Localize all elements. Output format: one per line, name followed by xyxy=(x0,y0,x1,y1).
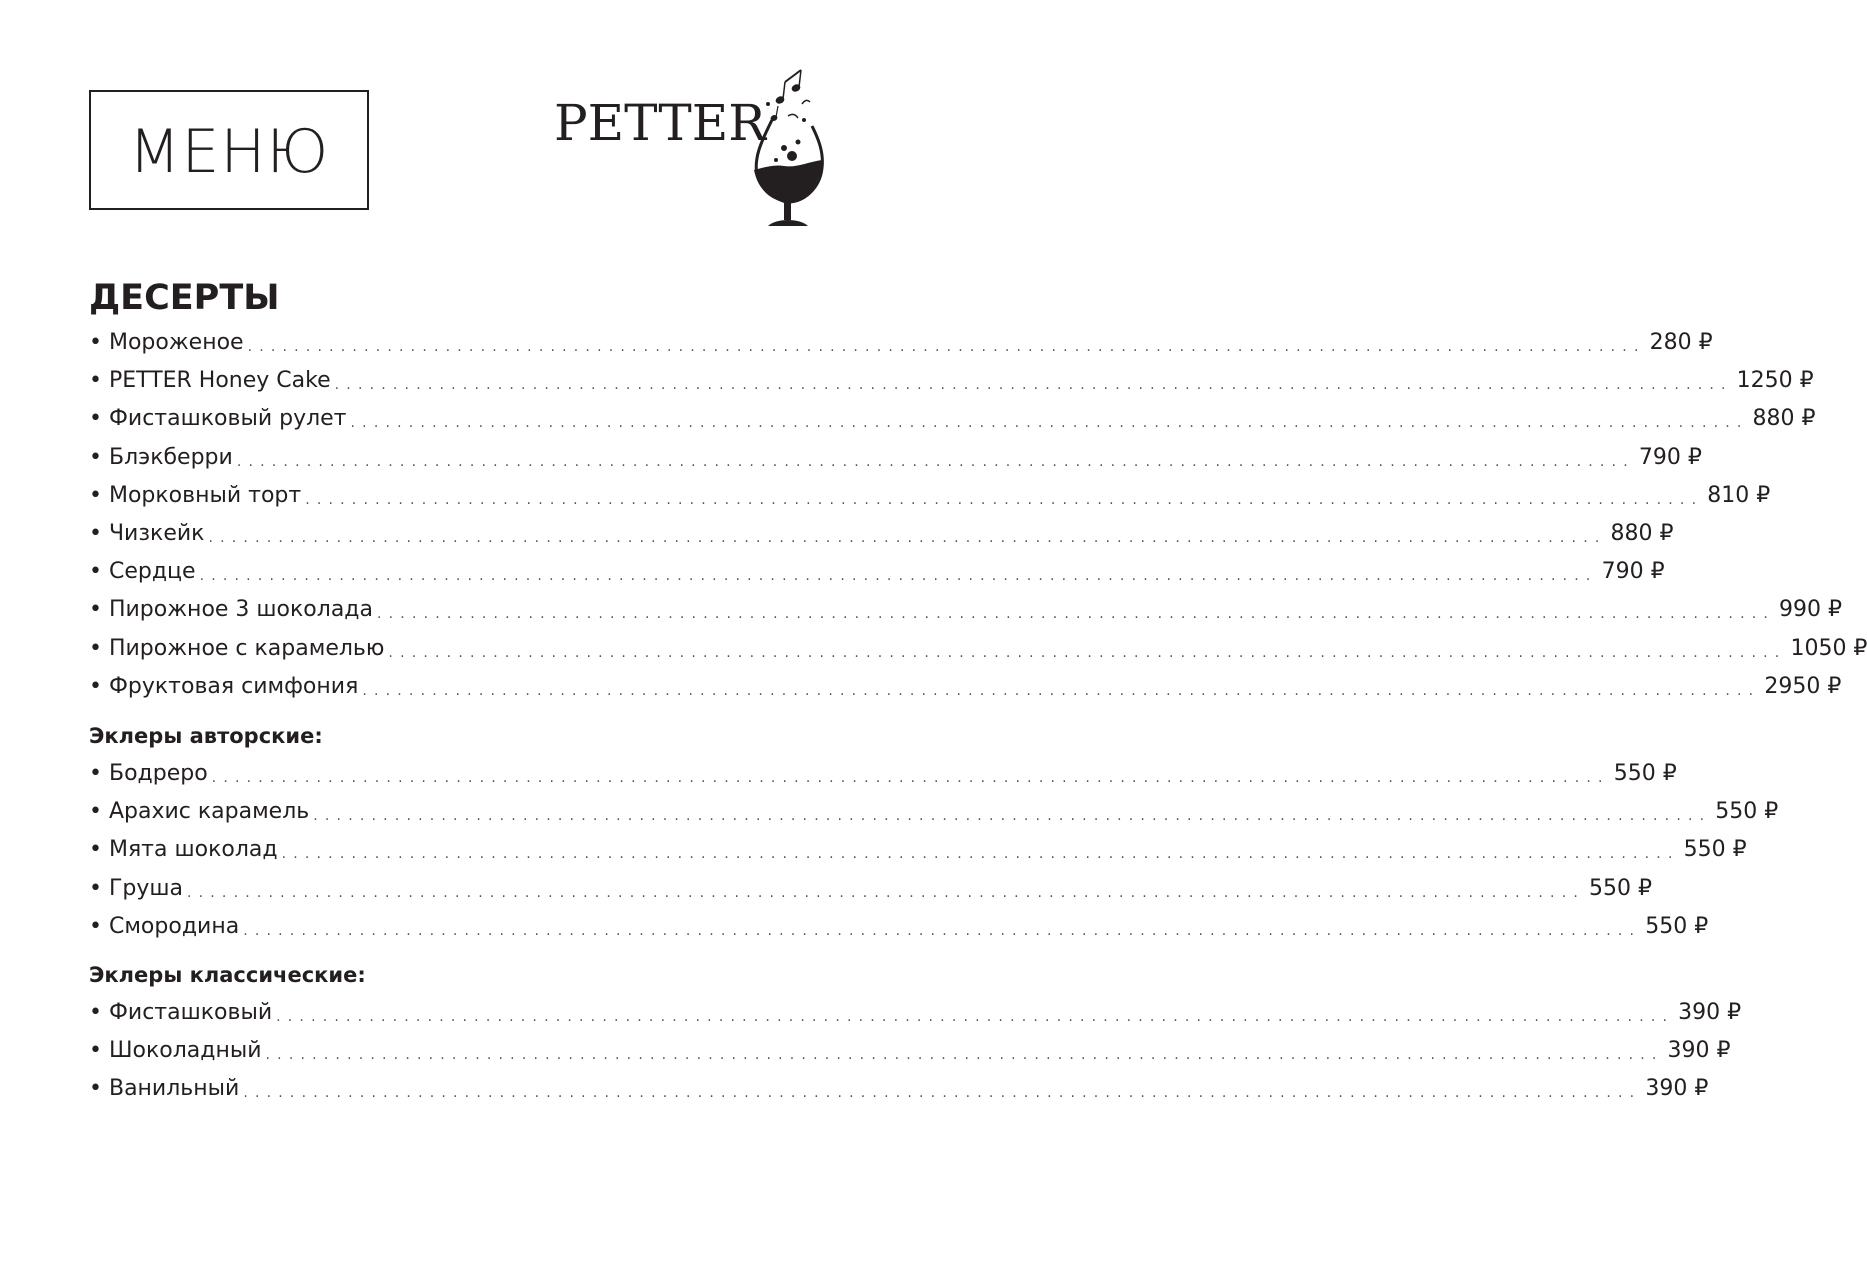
menu-item-price: 880 ₽ xyxy=(1610,521,1674,547)
menu-item xyxy=(89,439,1702,477)
menu-item-name: • Сердце xyxy=(89,559,196,585)
menu-item xyxy=(89,400,1816,438)
menu-item-name: • Груша xyxy=(89,875,183,901)
menu-item-name: • Бодреро xyxy=(89,761,208,787)
menu-item-name: • Фруктовая симфония xyxy=(89,673,359,699)
menu-item-price: 880 ₽ xyxy=(1752,406,1816,432)
menu-item-price: 550 ₽ xyxy=(1645,913,1709,939)
menu-item-price: 390 ₽ xyxy=(1678,1000,1742,1026)
menu-item-name: • Пирожное с карамелью xyxy=(89,635,385,661)
menu-item-price: 550 ₽ xyxy=(1589,875,1652,901)
menu-title: МЕНЮ xyxy=(128,117,330,187)
dot-leader: ........................................................................................................................ xyxy=(388,644,1787,661)
menu-item-name: • Арахис карамель xyxy=(89,799,310,825)
dot-leader: ........................................................................................................................ xyxy=(208,530,1607,547)
dot-leader: ........................................................................................................................ xyxy=(186,884,1586,901)
menu-item-name: • Фисташковый рулет xyxy=(89,406,347,432)
menu-item xyxy=(89,515,1674,553)
eclairs-classic-title: Эклеры классические: xyxy=(89,963,366,987)
menu-item-name: • Мороженое xyxy=(89,330,244,356)
desserts-list xyxy=(89,324,1867,706)
menu-item xyxy=(89,755,1677,793)
menu-item-price: 990 ₽ xyxy=(1779,597,1843,623)
menu-item-price: 1050 ₽ xyxy=(1790,635,1867,661)
menu-item-name: • Блэкберри xyxy=(89,444,233,470)
menu-item-price: 550 ₽ xyxy=(1683,837,1747,863)
dot-leader: ........................................................................................................................ xyxy=(276,1009,1675,1026)
menu-item-price: 550 ₽ xyxy=(1613,761,1677,787)
menu-item xyxy=(89,591,1843,629)
dot-leader: ........................................................................................................................ xyxy=(243,922,1642,939)
menu-item xyxy=(89,362,1814,400)
menu-item xyxy=(89,1032,1731,1070)
menu-item-name: • PETTER Honey Cake xyxy=(89,368,331,394)
menu-item-price: 390 ₽ xyxy=(1645,1076,1709,1102)
menu-item-price: 790 ₽ xyxy=(1638,444,1702,470)
menu-item xyxy=(89,668,1842,706)
dot-leader: ........................................................................................................................ xyxy=(265,1047,1664,1064)
menu-item xyxy=(89,908,1709,946)
menu-item-price: 1250 ₽ xyxy=(1736,368,1814,394)
petter-logo xyxy=(552,60,832,232)
menu-item-price: 810 ₽ xyxy=(1707,482,1771,508)
dot-leader: ........................................................................................................................ xyxy=(199,568,1598,585)
menu-item-price: 280 ₽ xyxy=(1649,330,1713,356)
logo-text: PETTER xyxy=(554,94,766,152)
dot-leader: ........................................................................................................................ xyxy=(305,491,1704,508)
menu-item xyxy=(89,324,1713,362)
menu-item-name: • Морковный торт xyxy=(89,482,302,508)
menu-title-box xyxy=(89,90,369,210)
dot-leader: ........................................................................................................................ xyxy=(362,682,1761,699)
dot-leader: ........................................................................................................................ xyxy=(211,770,1610,787)
menu-item-price: 550 ₽ xyxy=(1715,799,1779,825)
dot-leader: ........................................................................................................................ xyxy=(236,453,1635,470)
menu-item-name: • Фисташковый xyxy=(89,1000,273,1026)
eclairs-author-title: Эклеры авторские: xyxy=(89,724,323,748)
dot-leader: ........................................................................................................................ xyxy=(334,377,1733,394)
menu-item xyxy=(89,831,1747,869)
menu-item xyxy=(89,870,1652,908)
menu-item xyxy=(89,477,1771,515)
dot-leader: ........................................................................................................................ xyxy=(350,415,1749,432)
menu-item xyxy=(89,630,1867,668)
menu-item-name: • Пирожное 3 шоколада xyxy=(89,597,373,623)
menu-item-name: • Ванильный xyxy=(89,1076,240,1102)
menu-item-price: 2950 ₽ xyxy=(1764,673,1842,699)
menu-item-name: • Чизкейк xyxy=(89,521,205,547)
dot-leader: ........................................................................................................................ xyxy=(377,606,1776,623)
eclairs-classic-list xyxy=(89,994,1742,1109)
dot-leader: ........................................................................................................................ xyxy=(313,808,1712,825)
dot-leader: ........................................................................................................................ xyxy=(243,1085,1642,1102)
dot-leader: ........................................................................................................................ xyxy=(247,339,1646,356)
menu-item-name: • Шоколадный xyxy=(89,1038,262,1064)
desserts-section-title: ДЕСЕРТЫ xyxy=(89,278,280,318)
menu-item-name: • Смородина xyxy=(89,913,240,939)
menu-item xyxy=(89,553,1665,591)
menu-item xyxy=(89,1070,1709,1108)
menu-item-price: 790 ₽ xyxy=(1601,559,1665,585)
menu-item xyxy=(89,793,1779,831)
menu-item-name: • Мята шоколад xyxy=(89,837,278,863)
menu-item xyxy=(89,994,1742,1032)
wine-glass-icon xyxy=(732,60,832,232)
menu-item-price: 390 ₽ xyxy=(1667,1038,1731,1064)
dot-leader: ........................................................................................................................ xyxy=(281,846,1680,863)
eclairs-author-list xyxy=(89,755,1779,946)
